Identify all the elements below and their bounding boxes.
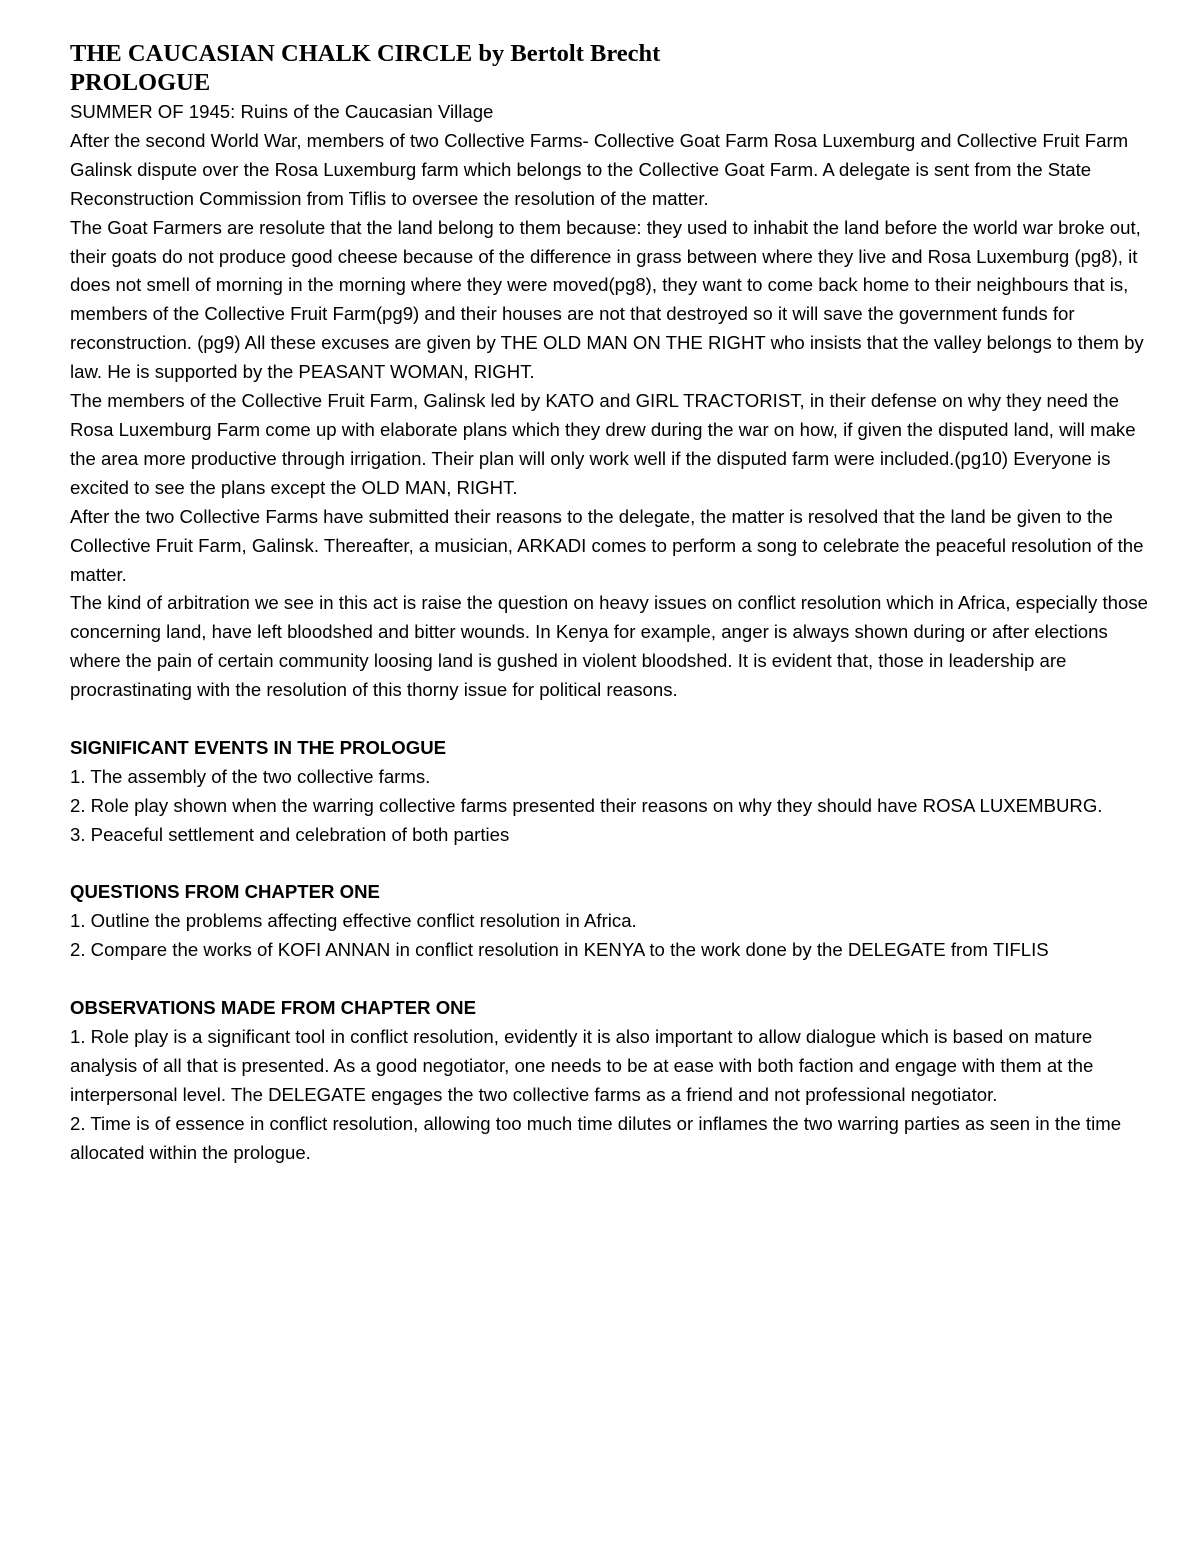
spacer bbox=[70, 705, 1158, 734]
spacer bbox=[70, 965, 1158, 994]
section-heading: QUESTIONS FROM CHAPTER ONE bbox=[70, 881, 380, 903]
significant-events-section bbox=[70, 734, 1158, 850]
observations-section bbox=[70, 994, 1158, 1167]
document-title: THE CAUCASIAN CHALK CIRCLE by Bertolt Brecht bbox=[70, 40, 661, 67]
list-item: 2. Compare the works of KOFI ANNAN in conflict resolution in KENYA to the work done by the DELEGATE from TIFLIS bbox=[70, 939, 1049, 961]
list-item: 2. Role play shown when the warring collective farms presented their reasons on why they should have ROSA LUXEMBURG. bbox=[70, 794, 1103, 816]
list-item: 3. Peaceful settlement and celebration of both parties bbox=[70, 823, 510, 845]
paragraph: After the two Collective Farms have submitted their reasons to the delegate, the matter is resolved that the land be given to the Collective Fruit Farm, Galinsk. Thereafter, a musician, ARKADI comes to perform a song to celebrate the peaceful resolution of the matter. bbox=[70, 505, 1144, 585]
paragraph: The Goat Farmers are resolute that the land belong to them because: they used to inhabit the land before the world war broke out, their goats do not produce good cheese because of the difference in grass between where they live and Rosa Luxemburg (pg8), it does not smell of morning in the morning where they were moved(pg8), they want to come back home to their neighbours that is, members of the Collective Fruit Farm(pg9) and their houses are not that destroyed so it will save the government funds for reconstruction. (pg9) All these excuses are given by THE OLD MAN ON THE RIGHT who insists that the valley belongs to them by law. He is supported by the PEASANT WOMAN, RIGHT. bbox=[70, 216, 1144, 383]
paragraph: The members of the Collective Fruit Farm, Galinsk led by KATO and GIRL TRACTORIST, in their defense on why they need the Rosa Luxemburg Farm come up with elaborate plans which they drew during the war on how, if given the disputed land, will make the area more productive through irrigation. Their plan will only work well if the disputed farm were included.(pg10) Everyone is excited to see the plans except the OLD MAN, RIGHT. bbox=[70, 390, 1136, 498]
list-item: 1. Role play is a significant tool in conflict resolution, evidently it is also important to allow dialogue which is based on mature analysis of all that is presented. As a good negotiator, one needs to be at ease with both faction and engage with them at the interpersonal level. The DELEGATE engages the two collective farms as a friend and not professional negotiator. bbox=[70, 1025, 1094, 1105]
section-heading: SIGNIFICANT EVENTS IN THE PROLOGUE bbox=[70, 736, 447, 758]
spacer bbox=[70, 850, 1158, 879]
list-item: 1. Outline the problems affecting effective conflict resolution in Africa. bbox=[70, 910, 637, 932]
list-item: 2. Time is of essence in conflict resolution, allowing too much time dilutes or inflames the two warring parties as seen in the time allocated within the prologue. bbox=[70, 1112, 1122, 1163]
section-heading: OBSERVATIONS MADE FROM CHAPTER ONE bbox=[70, 997, 476, 1019]
prologue-heading: PROLOGUE bbox=[70, 69, 211, 96]
questions-section bbox=[70, 878, 1158, 965]
list-item: 1. The assembly of the two collective farms. bbox=[70, 765, 431, 787]
paragraph: The kind of arbitration we see in this act is raise the question on heavy issues on conflict resolution which in Africa, especially those concerning land, have left bloodshed and bitter wounds. In Kenya for example, anger is always shown during or after elections where the pain of certain community loosing land is gushed in violent bloodshed. It is evident that, those in leadership are procrastinating with the resolution of this thorny issue for political reasons. bbox=[70, 592, 1148, 701]
setting-line: SUMMER OF 1945: Ruins of the Caucasian Village bbox=[70, 101, 494, 122]
paragraph: After the second World War, members of two Collective Farms- Collective Goat Farm Rosa Luxemburg and Collective Fruit Farm Galinsk dispute over the Rosa Luxemburg farm which belongs to the Collective Goat Farm. A delegate is sent from the State Reconstruction Commission from Tiflis to oversee the resolution of the matter. bbox=[70, 129, 1129, 209]
